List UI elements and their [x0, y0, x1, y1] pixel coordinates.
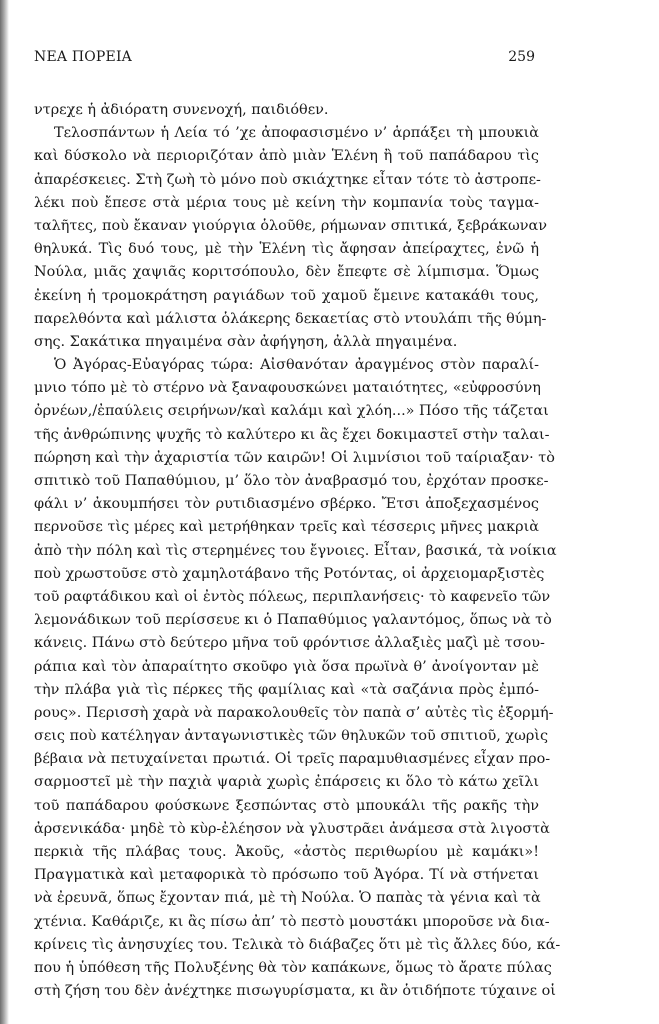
text-line: καὶ δύσκολο νὰ περιοριζόταν ἀπὸ μιὰν Ἑλένη ἢ τοῦ παπάδαρου τὶς [34, 148, 539, 165]
text-line: κάνεις. Πάνω στὸ δεύτερο μῆνα τοῦ φρόντισε ἀλλαξιὲς μαζὶ μὲ τσου- [34, 635, 545, 652]
text-line: τῆς ἀνθρώπινης ψυχῆς τὸ καλύτερο κι ἂς ἔχει δοκιμαστεῖ στὴν ταλαι- [34, 426, 550, 443]
text-line: παρελθόντα καὶ μάλιστα ὁλάκερης δεκαετίας στὸ ντουλάπι τῆς θύμη- [34, 310, 547, 327]
spine-shadow [0, 0, 9, 1024]
text-line: ντρεχε ἡ ἀδιόρατη συνενοχή, παιδιόθεν. [34, 102, 329, 118]
body-text [34, 99, 561, 1003]
page-number: 259 [508, 49, 535, 65]
text-line: Ὁ Ἀγόρας-Εὐαγόρας τώρα: Αἰσθανόταν ἀραγμένος στὸν παραλί- [54, 357, 539, 374]
text-line: πώρηση καὶ τὴν ἀχαριστία τῶν καιρῶν! Οἱ λιμνίσιοι τοῦ ταίριαξαν· τὸ [34, 449, 555, 466]
running-head-title: ΝΕΑ ΠΟΡΕΙΑ [34, 49, 132, 65]
text-line: σπιτικὸ τοῦ Παπαθύμιου, μ’ ὅλο τὸν ἀναβρασμό του, ἐρχόταν προσκε- [34, 473, 549, 489]
text-line: μνιο τόπο μὲ τὸ στέρνο νὰ ξαναφουσκώνει ματαιότητες, «εὐφροσύνη [34, 380, 541, 397]
text-line: τὴν πλάβα γιὰ τὶς πέρκες τῆς φαμίλιας καὶ «τὰ σαζάνια πρὸς ἐμπό- [34, 681, 539, 698]
text-line: που ἡ ὑπόθεση τῆς Πολυξένης θὰ τὸν καπάκωνε, ὅμως τὸ ἄρατε πύλας [34, 959, 552, 976]
text-line: ράπια καὶ τὸν ἀπαραίτητο σκοῦφο γιὰ ὅσα πρωϊνὰ θ’ ἀνοίγονταν μὲ [34, 658, 539, 675]
text-line: λέκι ποὺ ἔπεσε στὰ μέρια τους μὲ κείνη τὴν κομπανία τοὺς ταγμα- [34, 194, 539, 211]
text-line: βέβαια νὰ πετυχαίνεται πρωτιά. Οἱ τρεῖς παραμυθιασμένες εἶχαν προ- [34, 751, 551, 768]
text-line: ρους». Περισσὴ χαρὰ νὰ παρακολουθεῖς τὸν παπὰ σ’ αὐτὲς τὶς ἐξορμή- [34, 704, 554, 721]
text-line: ἀπὸ τὴν πόλη καὶ τὶς στερημένες του ἔγνοιες. Εἶταν, βασικά, τὰ νοίκια [34, 542, 557, 559]
text-line: Πραγματικὰ καὶ μεταφορικὰ τὸ πρόσωπο τοῦ Ἀγόρα. Τί νὰ στήνεται [34, 867, 539, 884]
text-line: κρίνεις τὶς ἀνησυχίες του. Τελικὰ τὸ διάβαζες ὅτι μὲ τὶς ἄλλες δύο, κά- [34, 936, 561, 953]
text-line: ὀρνέων,/ἐπαύλεις σειρήνων/καὶ καλάμι καὶ χλόη...» Πόσο τῆς τάζεται [34, 403, 549, 420]
text-line: τοῦ ραφτάδικου καὶ οἱ ἐντὸς πόλεως, περιπλανήσεις· τὸ καφενεῖο τῶν [34, 588, 551, 605]
text-line: Τελοσπάντων ἡ Λεία τό ’χε ἀποφασισμένο ν’ ἁρπάξει τὴ μπουκιὰ [54, 125, 539, 142]
text-line: χτένια. Καθάριζε, κι ἂς πίσω ἀπ’ τὸ πεστὸ μουστάκι μποροῦσε νὰ δια- [34, 913, 550, 930]
text-line: νὰ ἐρευνᾶ, ὅπως ἔχονταν πιά, μὲ τὴ Νούλα. Ὁ παπὰς τὰ γένια καὶ τὰ [34, 890, 541, 907]
text-line: θηλυκά. Τὶς δυό τους, μὲ τὴν Ἑλένη τὶς ἄφησαν ἀπείραχτες, ἐνῶ ἡ [34, 241, 539, 258]
text-line: ἀρσενικάδα· μηδὲ τὸ κὺρ-ἐλέησον νὰ γλυστρᾶει ἀνάμεσα στὰ λιγοστὰ [34, 820, 550, 837]
text-line: σαρμοστεῖ μὲ τὴν παχιὰ ψαριὰ χωρὶς ἐπάρσεις κι ὅλο τὸ κάτω χεῖλι [34, 774, 539, 791]
text-line: Νούλα, μιᾶς χαψιᾶς κοριτσόπουλο, δὲν ἔπεφτε σὲ λίμπισμα. Ὅμως [34, 264, 539, 281]
text-line: λεμονάδικων τοῦ περίσσευε κι ὁ Παπαθύμιος γαλαντόμος, ὅπως νὰ τὸ [34, 612, 552, 629]
text-line: σης. Σακάτικα πηγαιμένα σὰν ἀφήγηση, ἀλλὰ πηγαιμένα. [34, 333, 458, 350]
text-line: ταλῆτες, ποὺ ἔκαναν γιούργια ὁλοῦθε, ρήμωναν σπιτικά, ξεβράκωναν [34, 217, 547, 234]
text-line: ποὺ χρωστοῦσε στὸ χαμηλοτάβανο τῆς Ροτόντας, οἱ ἀρχειομαρξιστὲς [34, 565, 545, 582]
text-line: ἐκείνη ἡ τρομοκράτηση ραγιάδων τοῦ χαμοῦ ἔμεινε κατακάθι τους, [34, 287, 539, 304]
text-line: στὴ ζήση του δὲν ἀνέχτηκε πισωγυρίσματα, κι ἂν ὁτιδήποτε τύχαινε οἱ [34, 983, 556, 1000]
text-line: τοῦ παπάδαρου φούσκωνε ξεσπώντας στὸ μπουκάλι τῆς ρακῆς τὴν [34, 797, 539, 814]
text-line: περκιὰ τῆς πλάβας τους. Ἀκοῦς, «ἀστὸς περιθωρίου μὲ καμάκι»! [34, 844, 539, 860]
text-line: φάλι ν’ ἀκουμπήσει τὸν ρυτιδιασμένο σβέρκο. Ἔτσι ἀποξεχασμένος [34, 496, 539, 513]
text-line: περνοῦσε τὶς μέρες καὶ μετρήθηκαν τρεῖς καὶ τέσσερις μῆνες μακριὰ [34, 519, 539, 536]
text-line: ἀπαρέσκειες. Στὴ ζωὴ τὸ μόνο ποὺ σκιάχτηκε εἶταν τότε τὸ ἀστροπε- [34, 171, 541, 188]
text-line: σεις ποὺ κατέληγαν ἀνταγωνιστικὲς τῶν θηλυκῶν τοῦ σπιτιοῦ, χωρὶς [34, 728, 549, 745]
